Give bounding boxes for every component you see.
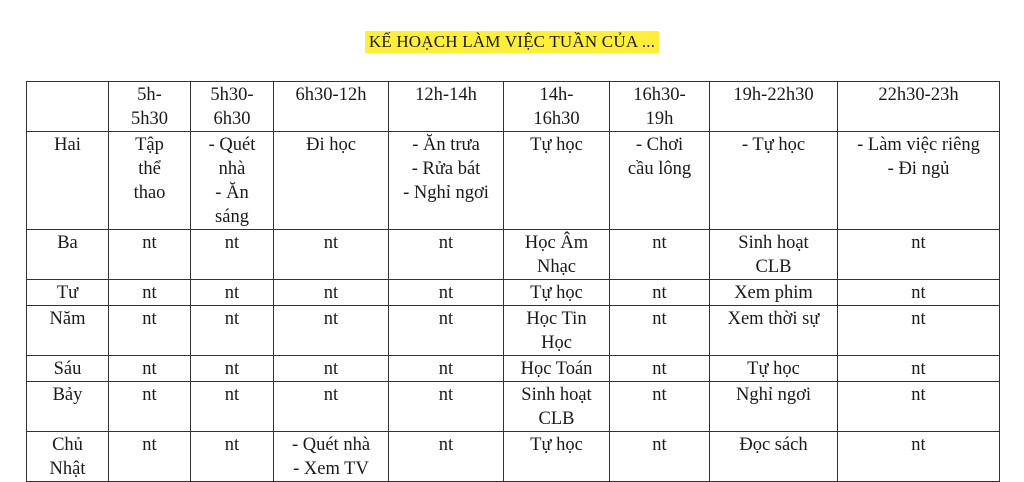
table-cell: nt [191,306,274,356]
table-cell: nt [389,306,504,356]
table-cell: Đi học [274,132,389,230]
table-cell: - Làm việc riêng - Đi ngủ [838,132,1000,230]
table-cell: nt [389,280,504,306]
table-cell: nt [610,356,710,382]
table-cell: nt [191,356,274,382]
table-cell: Tự học [504,432,610,482]
header-cell-14h: 14h- 16h30 [504,82,610,132]
table-row [27,432,1000,482]
table-cell: Tự học [710,356,838,382]
header-cell-6h30: 6h30-12h [274,82,389,132]
table-cell: nt [389,432,504,482]
table-cell: Sinh hoạt CLB [504,382,610,432]
table-cell: nt [838,432,1000,482]
table-cell: - Ăn trưa - Rửa bát - Nghỉ ngơi [389,132,504,230]
table-cell: - Tự học [710,132,838,230]
day-cell: Chủ Nhật [27,432,109,482]
table-cell: nt [109,356,191,382]
table-cell: nt [838,280,1000,306]
table-cell: Đọc sách [710,432,838,482]
title-wrapper [0,31,1024,53]
table-cell: nt [838,382,1000,432]
table-cell: nt [109,230,191,280]
table-cell: nt [109,306,191,356]
table-cell: nt [274,280,389,306]
table-cell: - Quét nhà - Ăn sáng [191,132,274,230]
table-cell: nt [191,432,274,482]
header-cell-day [27,82,109,132]
table-cell: nt [838,230,1000,280]
table-cell: nt [610,382,710,432]
table-cell: nt [389,382,504,432]
page-title: KẾ HOẠCH LÀM VIỆC TUẦN CỦA ... [365,31,659,53]
table-row [27,132,1000,230]
table-cell: nt [274,382,389,432]
table-cell: nt [109,280,191,306]
table-cell: Học Tin Học [504,306,610,356]
table-row [27,280,1000,306]
day-cell: Hai [27,132,109,230]
day-cell: Năm [27,306,109,356]
table-row [27,306,1000,356]
table-cell: nt [109,382,191,432]
table-cell: - Chơi cầu lông [610,132,710,230]
table-cell: nt [274,356,389,382]
table-cell: Học Âm Nhạc [504,230,610,280]
day-cell: Ba [27,230,109,280]
header-cell-5h: 5h- 5h30 [109,82,191,132]
header-cell-16h30: 16h30- 19h [610,82,710,132]
day-cell: Sáu [27,356,109,382]
header-cell-12h: 12h-14h [389,82,504,132]
table-cell: nt [610,306,710,356]
table-cell: nt [274,306,389,356]
table-cell: Xem phim [710,280,838,306]
table-cell: nt [389,230,504,280]
table-cell: Tập thể thao [109,132,191,230]
header-cell-22h30: 22h30-23h [838,82,1000,132]
table-row [27,230,1000,280]
table-cell: Học Toán [504,356,610,382]
table-cell: nt [838,306,1000,356]
table-cell: nt [389,356,504,382]
table-cell: nt [610,230,710,280]
table-cell: - Quét nhà - Xem TV [274,432,389,482]
header-cell-19h: 19h-22h30 [710,82,838,132]
table-cell: Xem thời sự [710,306,838,356]
table-cell: Tự học [504,132,610,230]
table-cell: nt [610,432,710,482]
table-cell: Sinh hoạt CLB [710,230,838,280]
table-cell: Nghỉ ngơi [710,382,838,432]
day-cell: Bảy [27,382,109,432]
table-row [27,356,1000,382]
table-cell: nt [610,280,710,306]
table-cell: nt [274,230,389,280]
header-cell-5h30: 5h30- 6h30 [191,82,274,132]
weekly-plan-table [26,81,1000,482]
table-cell: nt [838,356,1000,382]
table-cell: nt [191,382,274,432]
table-cell: Tự học [504,280,610,306]
header-row [27,82,1000,132]
table-cell: nt [109,432,191,482]
day-cell: Tư [27,280,109,306]
table-cell: nt [191,230,274,280]
table-cell: nt [191,280,274,306]
table-row [27,382,1000,432]
